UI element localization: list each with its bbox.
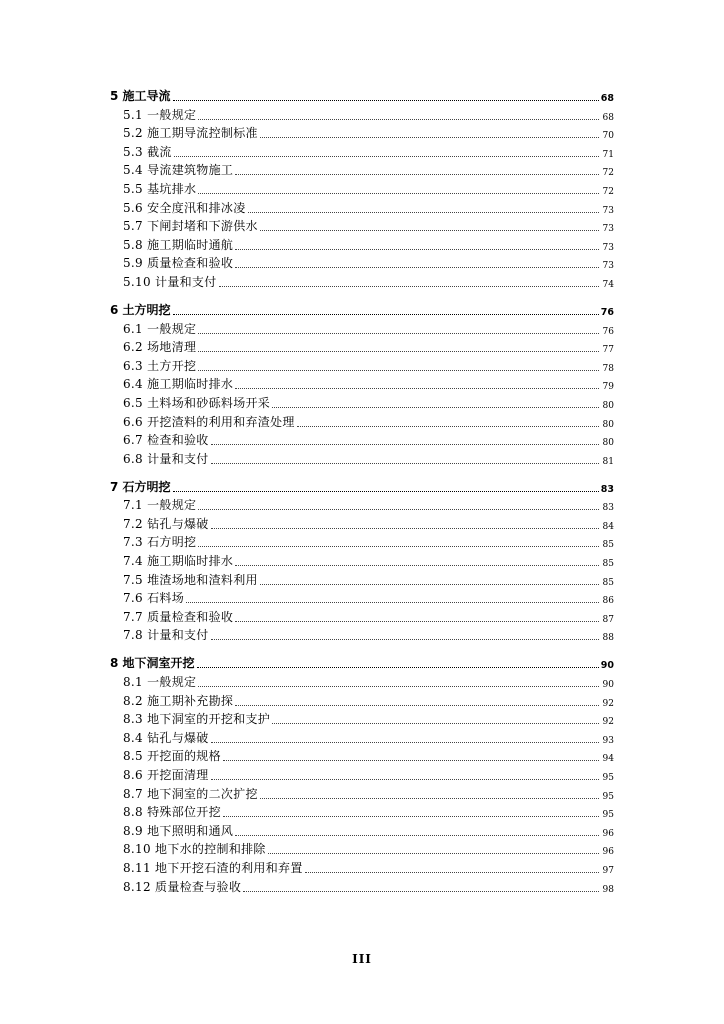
toc-entry[interactable] [110,413,614,432]
dot-leader [198,351,599,352]
dot-leader [198,333,599,334]
toc-entry[interactable] [110,339,614,358]
entry-page-number: 95 [602,773,614,783]
entry-page-number: 73 [602,261,614,272]
entry-page-number: 85 [602,540,614,551]
dot-leader [198,686,599,687]
entry-page-number: 81 [602,456,614,467]
entry-page-number: 88 [602,633,614,644]
entry-title: 8.1 一般规定 [123,675,197,690]
entry-title: 7.4 施工期临时排水 [123,554,234,569]
dot-leader [260,230,599,231]
dot-leader [268,853,599,854]
toc-entry[interactable] [110,878,614,897]
entry-title: 6.6 开挖渣料的利用和弃渣处理 [123,414,295,429]
entry-title: 7.8 计量和支付 [123,628,209,643]
toc-section-heading[interactable] [110,645,614,673]
toc-section-heading[interactable] [110,469,614,497]
toc-entry[interactable] [110,692,614,711]
toc-section-heading[interactable] [110,292,614,320]
entry-title: 6.3 土方开挖 [123,358,197,373]
entry-title: 8.4 钻孔与爆破 [123,730,209,745]
dot-leader [211,528,599,529]
entry-title: 7.3 石方明挖 [123,535,197,550]
toc-entry[interactable] [110,841,614,860]
entry-page-number: 93 [602,735,614,746]
dot-leader [198,509,599,510]
dot-leader [173,491,599,492]
entry-title: 8.12 质量检查与验收 [123,879,242,894]
dot-leader [235,249,599,250]
entry-page-number: 98 [602,884,614,895]
entry-title: 5.2 施工期导流控制标准 [123,126,258,141]
entry-title: 7.2 钻孔与爆破 [123,516,209,531]
entry-title: 6.5 土料场和砂砾料场开采 [123,395,271,410]
entry-title: 8.9 地下照明和通风 [123,823,234,838]
dot-leader [297,426,599,427]
dot-leader [272,407,599,408]
entry-page-number: 92 [602,717,614,728]
section-page-number: 76 [600,306,614,318]
entry-title: 8.5 开挖面的规格 [123,749,221,764]
entry-page-number: 87 [602,614,614,625]
entry-page-number: 84 [602,521,614,532]
toc-entry[interactable] [110,804,614,823]
toc-entry[interactable] [110,571,614,590]
dot-leader [305,872,599,873]
entry-page-number: 95 [602,791,614,802]
entry-page-number: 80 [602,400,614,411]
toc-entry[interactable] [110,822,614,841]
dot-leader [235,174,599,175]
entry-page-number: 95 [602,810,614,821]
dot-leader [211,742,599,743]
dot-leader [248,212,600,213]
entry-title: 8.11 地下开挖石渣的利用和弃置 [123,860,303,875]
dot-leader [223,760,599,761]
entry-page-number: 70 [602,131,614,142]
toc-entry[interactable] [110,218,614,237]
toc-entry[interactable] [110,497,614,516]
toc-entry[interactable] [110,608,614,627]
page-number: III [352,952,372,966]
entry-title: 8.6 开挖面清理 [123,768,209,782]
dot-leader [198,546,599,547]
entry-title: 7.5 堆渣场地和渣料利用 [123,572,258,587]
toc-entry[interactable] [110,450,614,469]
section-page-number: 90 [600,660,614,672]
dot-leader [243,891,599,892]
entry-title: 5.6 安全度汛和排冰凌 [123,200,246,215]
entry-title: 5.4 导流建筑物施工 [123,163,234,178]
entry-page-number: 74 [602,279,614,290]
dot-leader [272,723,599,724]
entry-title: 7.1 一般规定 [123,498,197,513]
dot-leader [235,621,599,622]
entry-title: 6.4 施工期临时排水 [123,377,234,392]
entry-page-number: 96 [602,828,614,839]
toc-entry[interactable] [110,432,614,451]
toc-entry[interactable] [110,859,614,878]
toc-entry[interactable] [110,785,614,804]
dot-leader [211,639,599,640]
section-title: 8 地下洞室开挖 [110,656,195,671]
dot-leader [223,816,599,817]
section-page-number: 68 [600,93,614,104]
toc-entry[interactable] [110,255,614,274]
dot-leader [260,137,599,138]
toc-entry[interactable] [110,766,614,785]
entry-title: 8.8 特殊部位开挖 [123,805,221,820]
dot-leader [174,156,599,157]
toc-entry[interactable] [110,729,614,748]
toc-entry[interactable] [110,320,614,339]
toc-entry[interactable] [110,515,614,534]
toc-entry[interactable] [110,590,614,609]
dot-leader [198,193,599,194]
toc-entry[interactable] [110,125,614,144]
entry-page-number: 68 [602,112,614,123]
dot-leader [219,286,599,287]
entry-title: 6.8 计量和支付 [123,451,209,466]
dot-leader [235,267,599,268]
toc-entry[interactable] [110,534,614,553]
dot-leader [198,119,599,120]
toc-entry[interactable] [110,162,614,181]
section-title: 6 土方明挖 [110,302,171,317]
dot-leader [235,705,599,706]
dot-leader [235,565,599,566]
dot-leader [173,100,599,101]
entry-page-number: 80 [602,438,614,449]
dot-leader [211,779,599,780]
entry-title: 6.2 场地清理 [123,340,197,355]
toc-entry[interactable] [110,748,614,767]
entry-title: 5.8 施工期临时通航 [123,237,234,252]
entry-title: 5.1 一般规定 [123,107,197,122]
dot-leader [260,798,599,799]
entry-title: 5.5 基坑排水 [123,181,197,196]
entry-page-number: 86 [602,596,614,607]
dot-leader [197,667,599,668]
entry-page-number: 73 [602,224,614,235]
entry-page-number: 80 [602,419,614,430]
toc-entry[interactable] [110,376,614,395]
section-title: 7 石方明挖 [110,479,171,494]
entry-title: 7.6 石料场 [123,591,184,606]
entry-page-number: 73 [602,205,614,216]
dot-leader [198,370,599,371]
toc-entry[interactable] [110,143,614,162]
section-page-number: 83 [600,483,614,495]
entry-title: 5.9 质量检查和验收 [123,256,234,271]
entry-title: 8.2 施工期补充勘探 [123,693,234,708]
toc-entry[interactable] [110,273,614,292]
entry-title: 8.7 地下洞室的二次扩挖 [123,786,258,801]
dot-leader [235,388,599,389]
entry-title: 7.7 质量检查和验收 [123,609,234,624]
toc-section-heading[interactable] [110,84,614,106]
entry-page-number: 97 [602,865,614,876]
entry-title: 5.7 下闸封堵和下游供水 [123,219,258,234]
entry-page-number: 85 [602,559,614,570]
toc-entry[interactable] [110,552,614,571]
toc-entry[interactable] [110,627,614,646]
entry-page-number: 72 [602,168,614,179]
entry-title: 5.3 截流 [123,144,172,159]
entry-page-number: 79 [602,382,614,393]
entry-page-number: 77 [602,345,614,356]
entry-page-number: 71 [602,149,614,160]
dot-leader [260,584,599,585]
entry-title: 6.7 检查和验收 [123,433,209,448]
toc-entry[interactable] [110,357,614,376]
dot-leader [235,835,599,836]
dot-leader [211,463,599,464]
entry-page-number: 92 [602,698,614,709]
entry-page-number: 96 [602,847,614,858]
toc-entry[interactable] [110,180,614,199]
entry-page-number: 94 [602,754,614,765]
toc-entry[interactable] [110,711,614,730]
entry-page-number: 72 [602,186,614,197]
entry-title: 6.1 一般规定 [123,321,197,336]
entry-page-number: 83 [602,503,614,514]
toc-entry[interactable] [110,106,614,125]
dot-leader [173,314,599,315]
table-of-contents [110,84,614,897]
entry-page-number: 90 [602,680,614,691]
toc-entry[interactable] [110,199,614,218]
dot-leader [186,602,599,603]
toc-entry[interactable] [110,673,614,692]
toc-entry[interactable] [110,236,614,255]
section-title: 5 施工导流 [110,89,171,103]
entry-title: 8.3 地下洞室的开挖和支护 [123,712,271,727]
dot-leader [211,444,599,445]
entry-page-number: 76 [602,326,614,337]
entry-page-number: 78 [602,363,614,374]
entry-page-number: 73 [602,242,614,253]
entry-title: 5.10 计量和支付 [123,274,217,289]
entry-title: 8.10 地下水的控制和排除 [123,842,266,857]
toc-entry[interactable] [110,394,614,413]
entry-page-number: 85 [602,577,614,588]
